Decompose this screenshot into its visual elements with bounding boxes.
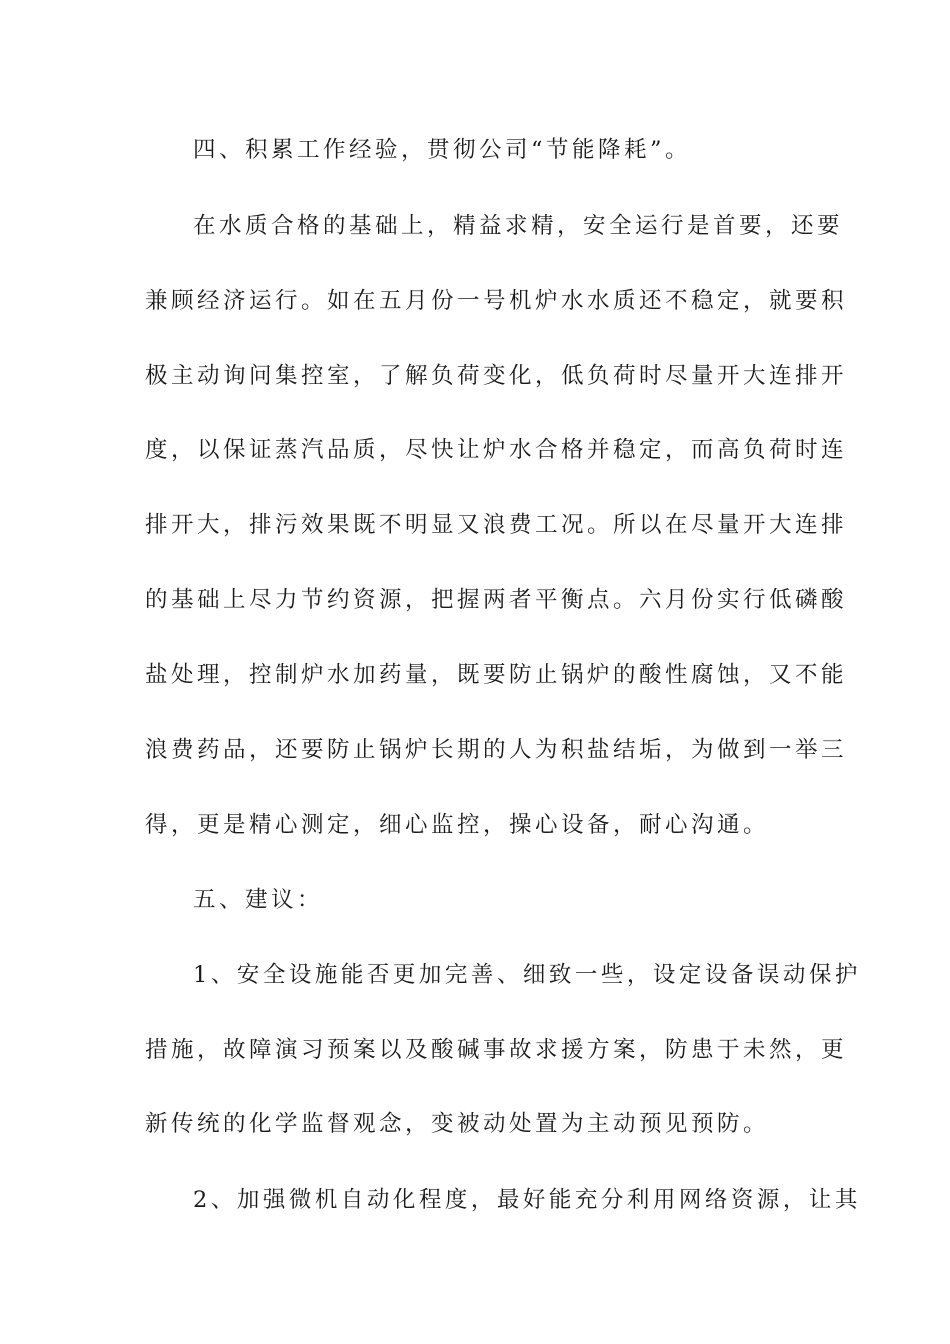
paragraph-line: 极主动询问集控室，了解负荷变化，低负荷时尽量开大连排开 [145, 363, 848, 389]
paragraph-line: 浪费药品，还要防止锅炉长期的人为积盐结垢，为做到一举三 [145, 737, 848, 763]
paragraph-line: 兼顾经济运行。如在五月份一号机炉水水质还不稳定，就要积 [145, 288, 848, 314]
paragraph-line: 的基础上尽力节约资源，把握两者平衡点。六月份实行低磷酸 [145, 587, 848, 613]
suggestion-line: 措施，故障演习预案以及酸碱事故求援方案，防患于未然，更 [145, 1037, 848, 1063]
section-heading-4: 四、积累工作经验，贯彻公司“节能降耗”。 [193, 137, 692, 163]
suggestion-line: 1、安全设施能否更加完善、细致一些，设定设备误动保护 [193, 962, 861, 988]
paragraph-line: 度，以保证蒸汽品质，尽快让炉水合格并稳定，而高负荷时连 [145, 437, 848, 463]
section-heading-5: 五、建议： [193, 887, 324, 913]
paragraph-line: 盐处理，控制炉水加药量，既要防止锅炉的酸性腐蚀，又不能 [145, 662, 848, 688]
suggestion-line: 新传统的化学监督观念，变被动处置为主动预见预防。 [145, 1111, 770, 1137]
paragraph-line: 得，更是精心测定，细心监控，操心设备，耐心沟通。 [145, 812, 770, 838]
paragraph-line: 排开大，排污效果既不明显又浪费工况。所以在尽量开大连排 [145, 512, 848, 538]
paragraph-line: 在水质合格的基础上，精益求精，安全运行是首要，还要 [193, 213, 844, 239]
suggestion-line: 2、加强微机自动化程度，最好能充分利用网络资源，让其 [193, 1187, 861, 1213]
